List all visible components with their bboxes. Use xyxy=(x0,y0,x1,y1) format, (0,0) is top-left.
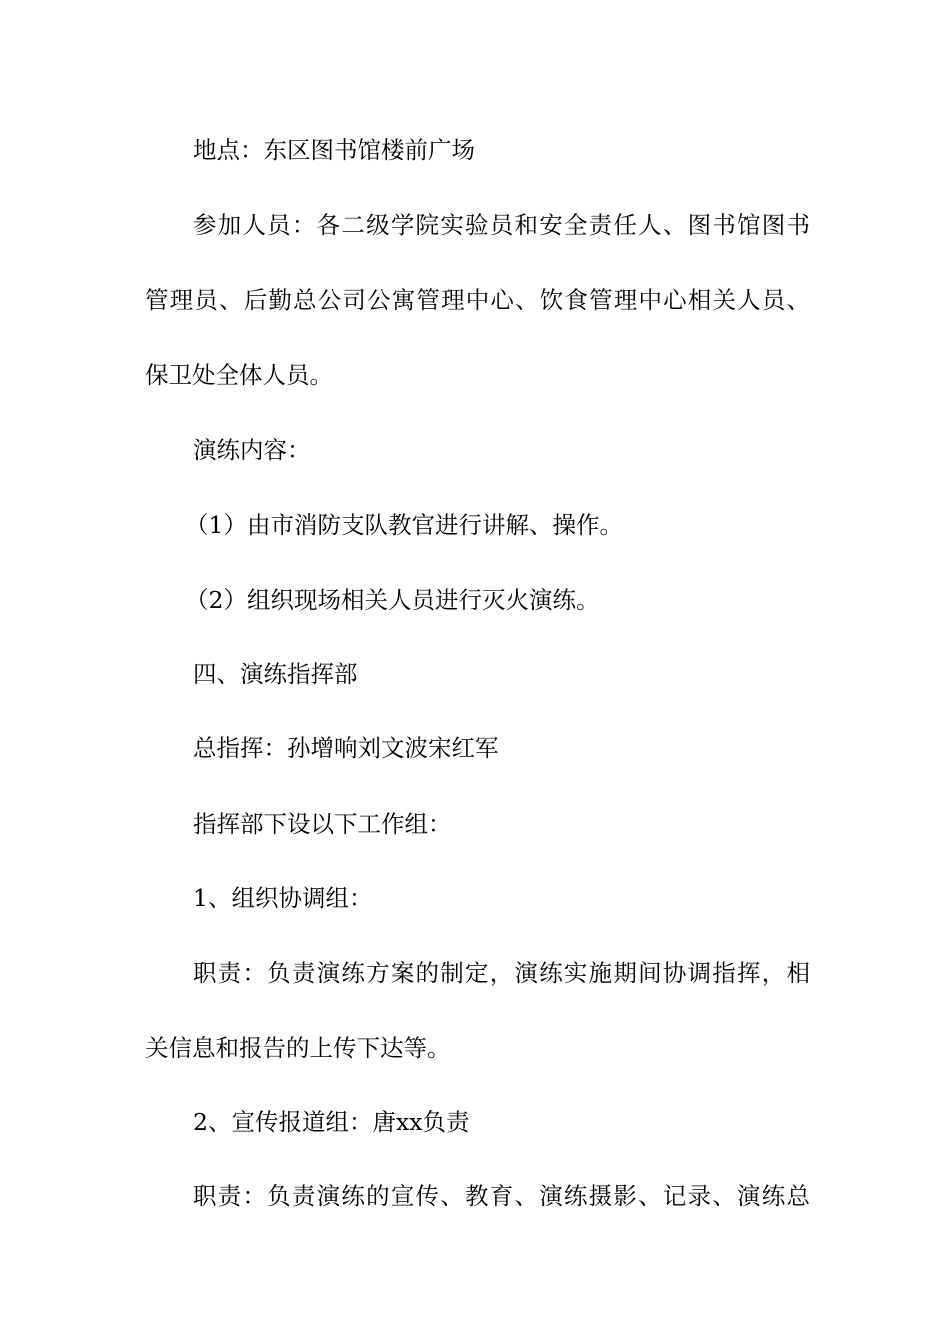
drill-content-item-1: （1）由市消防支队教官进行讲解、操作。 xyxy=(185,511,623,539)
participants-line-3: 保卫处全体人员。 xyxy=(145,361,333,389)
location-line: 地点：东区图书馆楼前广场 xyxy=(193,136,475,164)
group-1-heading: 1、组织协调组： xyxy=(193,884,373,912)
section-four-heading: 四、演练指挥部 xyxy=(193,660,358,688)
group-2-heading: 2、宣传报道组：唐xx负责 xyxy=(193,1108,470,1136)
participants-line-1: 参加人员：各二级学院实验员和安全责任人、图书馆图书 xyxy=(193,211,810,239)
working-groups-intro: 指挥部下设以下工作组： xyxy=(193,810,452,838)
group-1-duty-line-1: 职责：负责演练方案的制定，演练实施期间协调指挥，相 xyxy=(193,959,810,987)
participants-line-2: 管理员、后勤总公司公寓管理中心、饮食管理中心相关人员、 xyxy=(145,286,810,314)
group-1-duty-line-2: 关信息和报告的上传下达等。 xyxy=(145,1034,451,1062)
drill-content-heading: 演练内容： xyxy=(193,436,311,464)
drill-content-item-2: （2）组织现场相关人员进行灭火演练。 xyxy=(185,586,600,614)
group-2-duty-line-1: 职责：负责演练的宣传、教育、演练摄影、记录、演练总 xyxy=(193,1182,810,1210)
chief-commander-line: 总指挥：孙增响刘文波宋红军 xyxy=(193,734,499,762)
